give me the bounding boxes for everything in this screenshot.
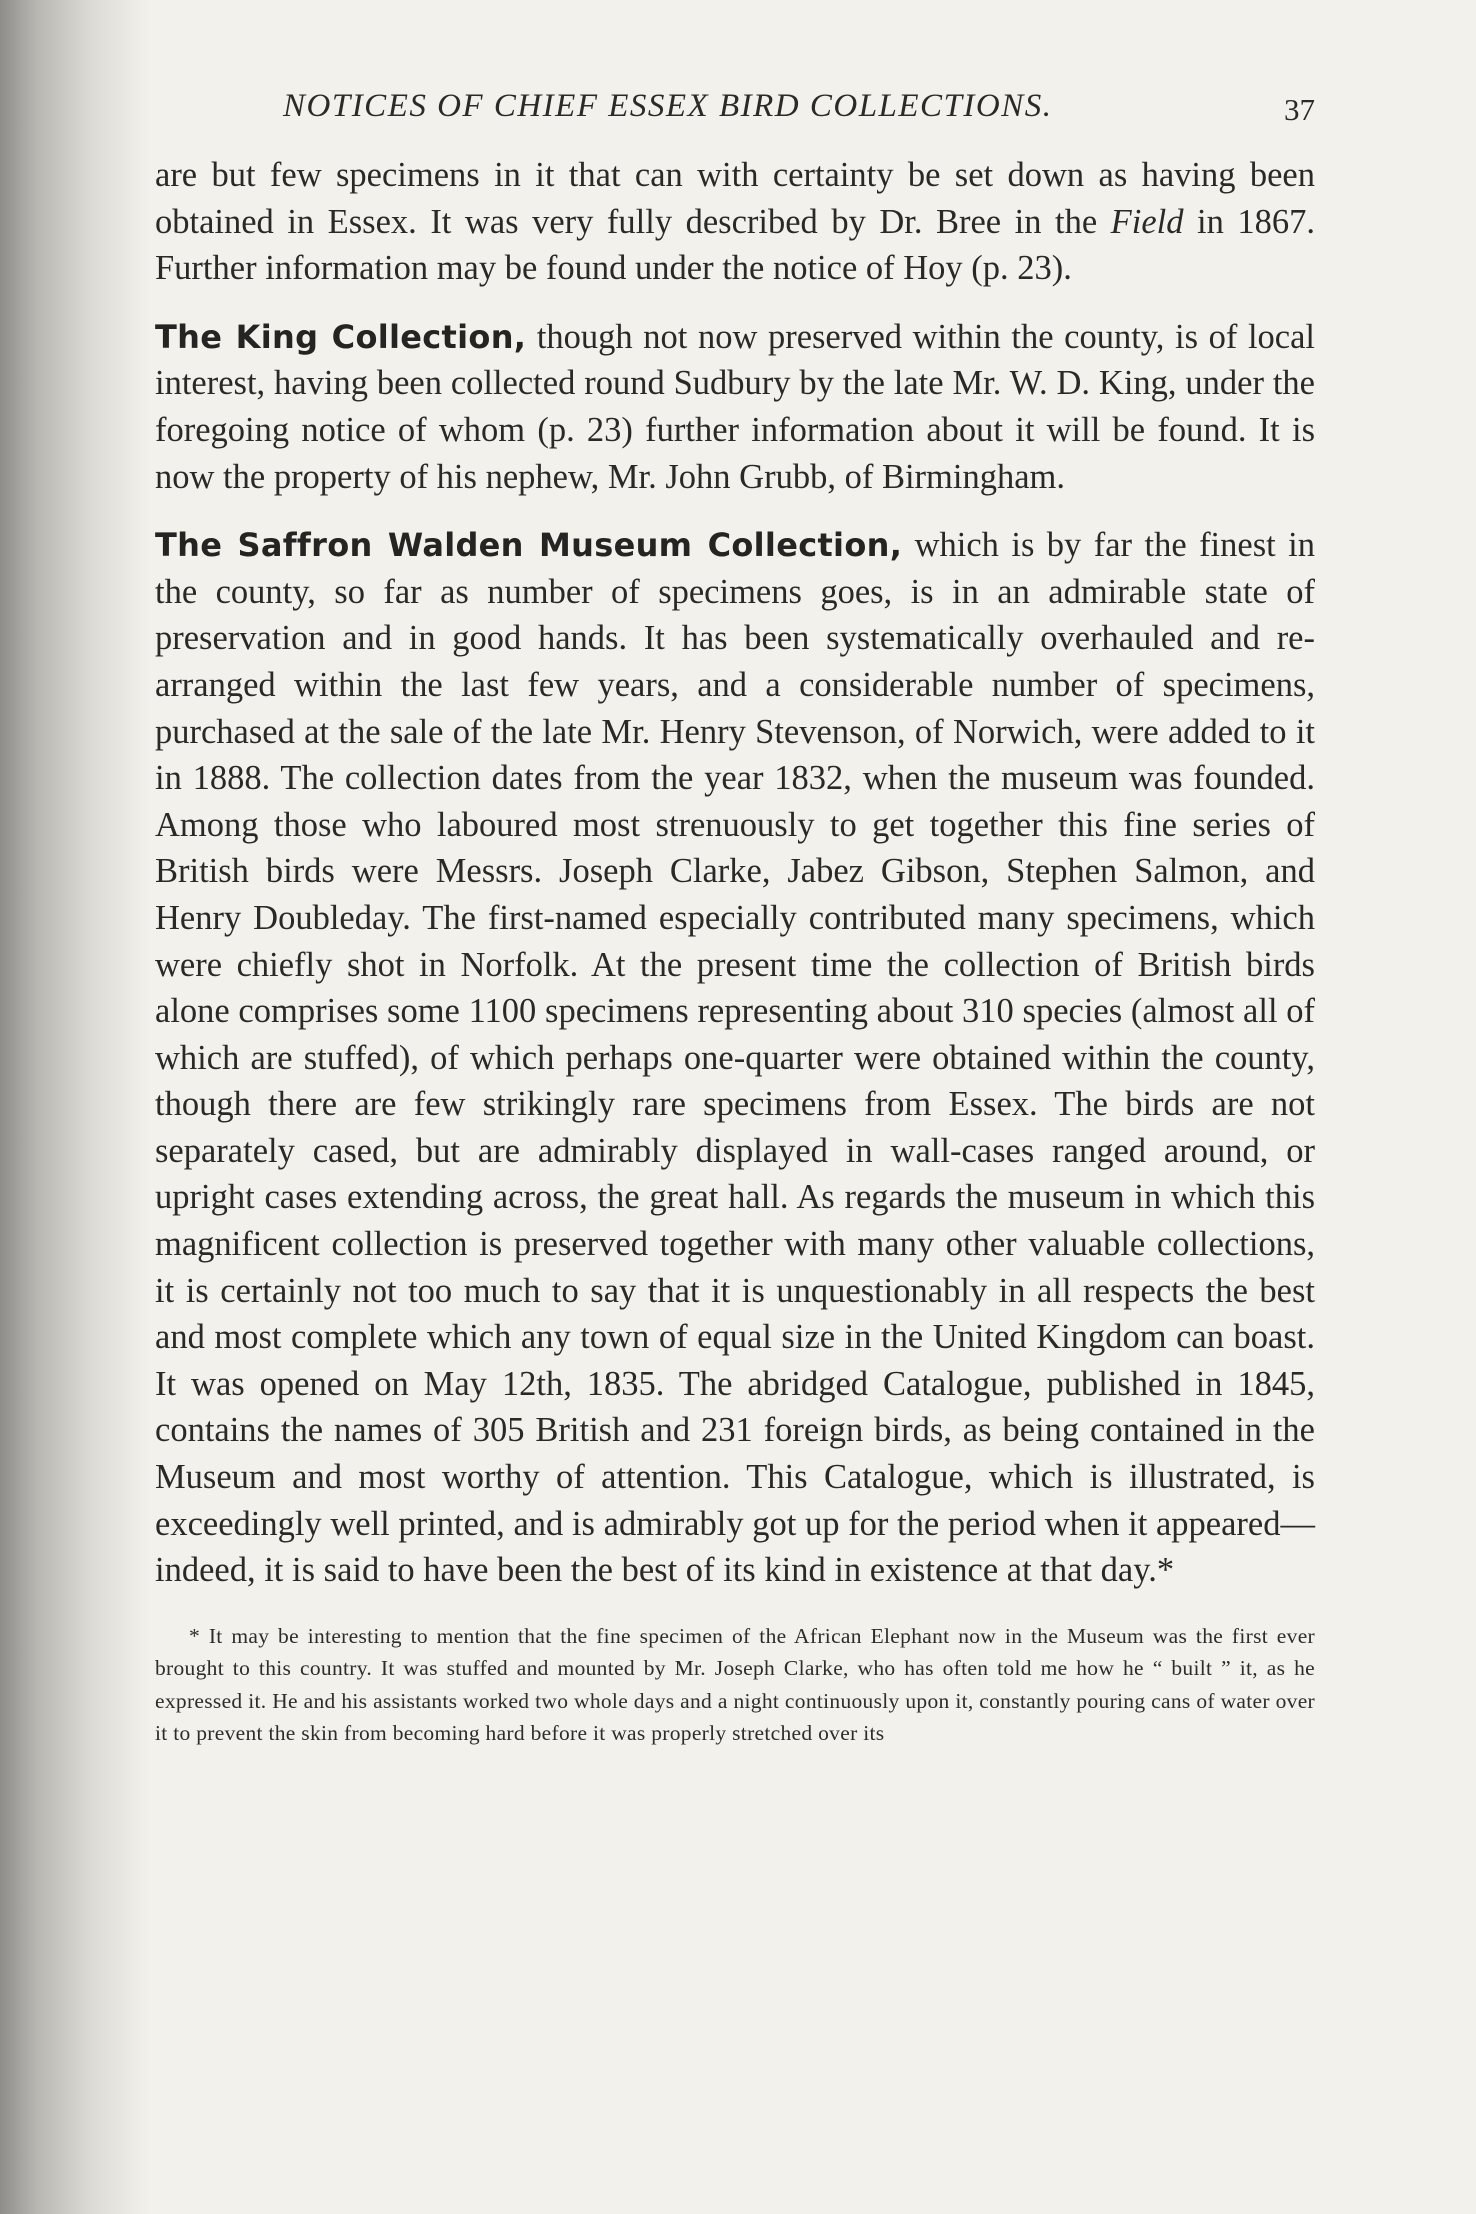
paragraph-text: in 1867. Further information may be found under the notice of Hoy (p. 23).: [155, 202, 1315, 288]
paragraph-saffron-walden-collection: [155, 522, 1315, 1594]
paragraph-text: which is by far the finest in the county, so far as number of specimens goes, is in an admirable state of preservation and in good hands. It has been systematically overhauled and re-arranged within the last few years, and a considerable number of specimens, purchased at the sale of the late Mr. Henry Stevenson, of Norwich, were added to it in 1888. The collection dates from the year 1832, when the museum was founded. Among those who laboured most strenuously to get together this fine series of British birds were Messrs. Joseph Clarke, Jabez Gibson, Stephen Salmon, and Henry Doubleday. The first-named especially contributed many specimens, which were chiefly shot in Norfolk. At the present time the collection of British birds alone comprises some 1100 specimens representing about 310 species (almost all of which are stuffed), of which perhaps one-quarter were obtained within the county, though there are few strikingly rare specimens from Essex. The birds are not separately cased, but are admirably displayed in wall-cases ranged around, or upright cases extending across, the great hall. As regards the museum in which this magnificent collection is preserved together with many other valuable collections, it is certainly not too much to say that it is unquestionably in all respects the best and most complete which any town of equal size in the United Kingdom can boast. It was opened on May 12th, 1835. The abridged Catalogue, published in 1845, contains the names of 305 British and 231 foreign birds, as being contained in the Museum and most worthy of attention. This Catalogue, which is illustrated, is exceedingly well printed, and is admirably got up for the period when it appeared—indeed, it is said to have been the best of its kind in existence at that day.*: [155, 526, 1315, 1590]
footnote: * It may be interesting to mention that the fine specimen of the African Elephant now in the Museum was the first ever brought to this country. It was stuffed and mounted by Mr. Joseph Clarke, who has often told me how he “ built ” it, as he expressed it. He and his assistants worked two whole days and a night continuously upon it, constantly pouring cans of water over it to prevent the skin from becoming hard before it was properly stretched over its: [155, 1623, 1315, 1746]
binding-gutter-shadow: [0, 0, 150, 2214]
section-heading-saffron-walden-collection: The Saffron Walden Museum Collection,: [155, 526, 903, 565]
running-title: NOTICES OF CHIEF ESSEX BIRD COLLECTIONS.: [283, 88, 1053, 124]
running-head: [155, 80, 1315, 152]
paragraph-king-collection: [155, 314, 1315, 500]
paragraph-text: though not now preserved within the county, is of local interest, having been collected round Sudbury by the late Mr. W. D. King, under the foregoing notice of whom (p. 23) further information about it will be found. It is now the property of his nephew, Mr. John Grubb, of Birmingham.: [155, 317, 1315, 496]
italic-publication-title: Field: [1110, 202, 1184, 241]
book-page: [155, 80, 1315, 1771]
section-heading-king-collection: The King Collection,: [155, 317, 527, 356]
paragraph-hoy-continuation: [155, 152, 1315, 292]
page-number: 37: [1284, 92, 1315, 127]
paragraph-text: are but few specimens in it that can with certainty be set down as having been obtained in Essex. It was very fully described by Dr. Bree in the: [155, 156, 1315, 241]
